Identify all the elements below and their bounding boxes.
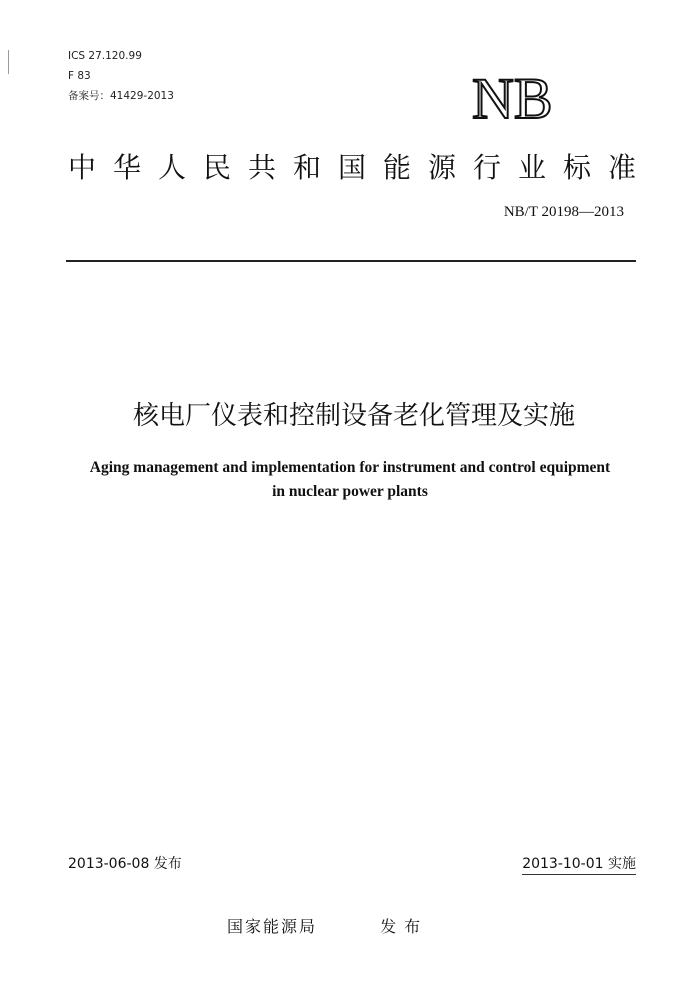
nb-logo [472,72,602,124]
implementation-date: 2013-10-01 实施 [522,853,636,875]
standard-category-title: 中华人民共和国能源行业标准 [68,151,654,184]
issuer-name: 国家能源局 [227,917,318,936]
classification-block [68,46,174,106]
document-title-chinese: 核电厂仪表和控制设备老化管理及实施 [132,401,575,431]
issuer-block [227,914,428,937]
ccs-code: F 83 [68,70,91,82]
title-english-line-2: in nuclear power plants [272,483,428,500]
scan-artifact-line [8,50,9,74]
issue-date: 2013-06-08 发布 [68,856,182,872]
nb-logo-text: NB [472,72,553,124]
document-title-english [0,456,700,504]
title-english-line-1: Aging management and implementation for instrument and control equipment [89,459,611,476]
issuer-verb: 发布 [380,917,429,936]
record-number: 备案号：41429-2013 [68,90,174,102]
ics-code: ICS 27.120.99 [68,50,142,62]
standard-number: NB/T 20198—2013 [503,204,624,220]
header-divider [66,260,636,262]
